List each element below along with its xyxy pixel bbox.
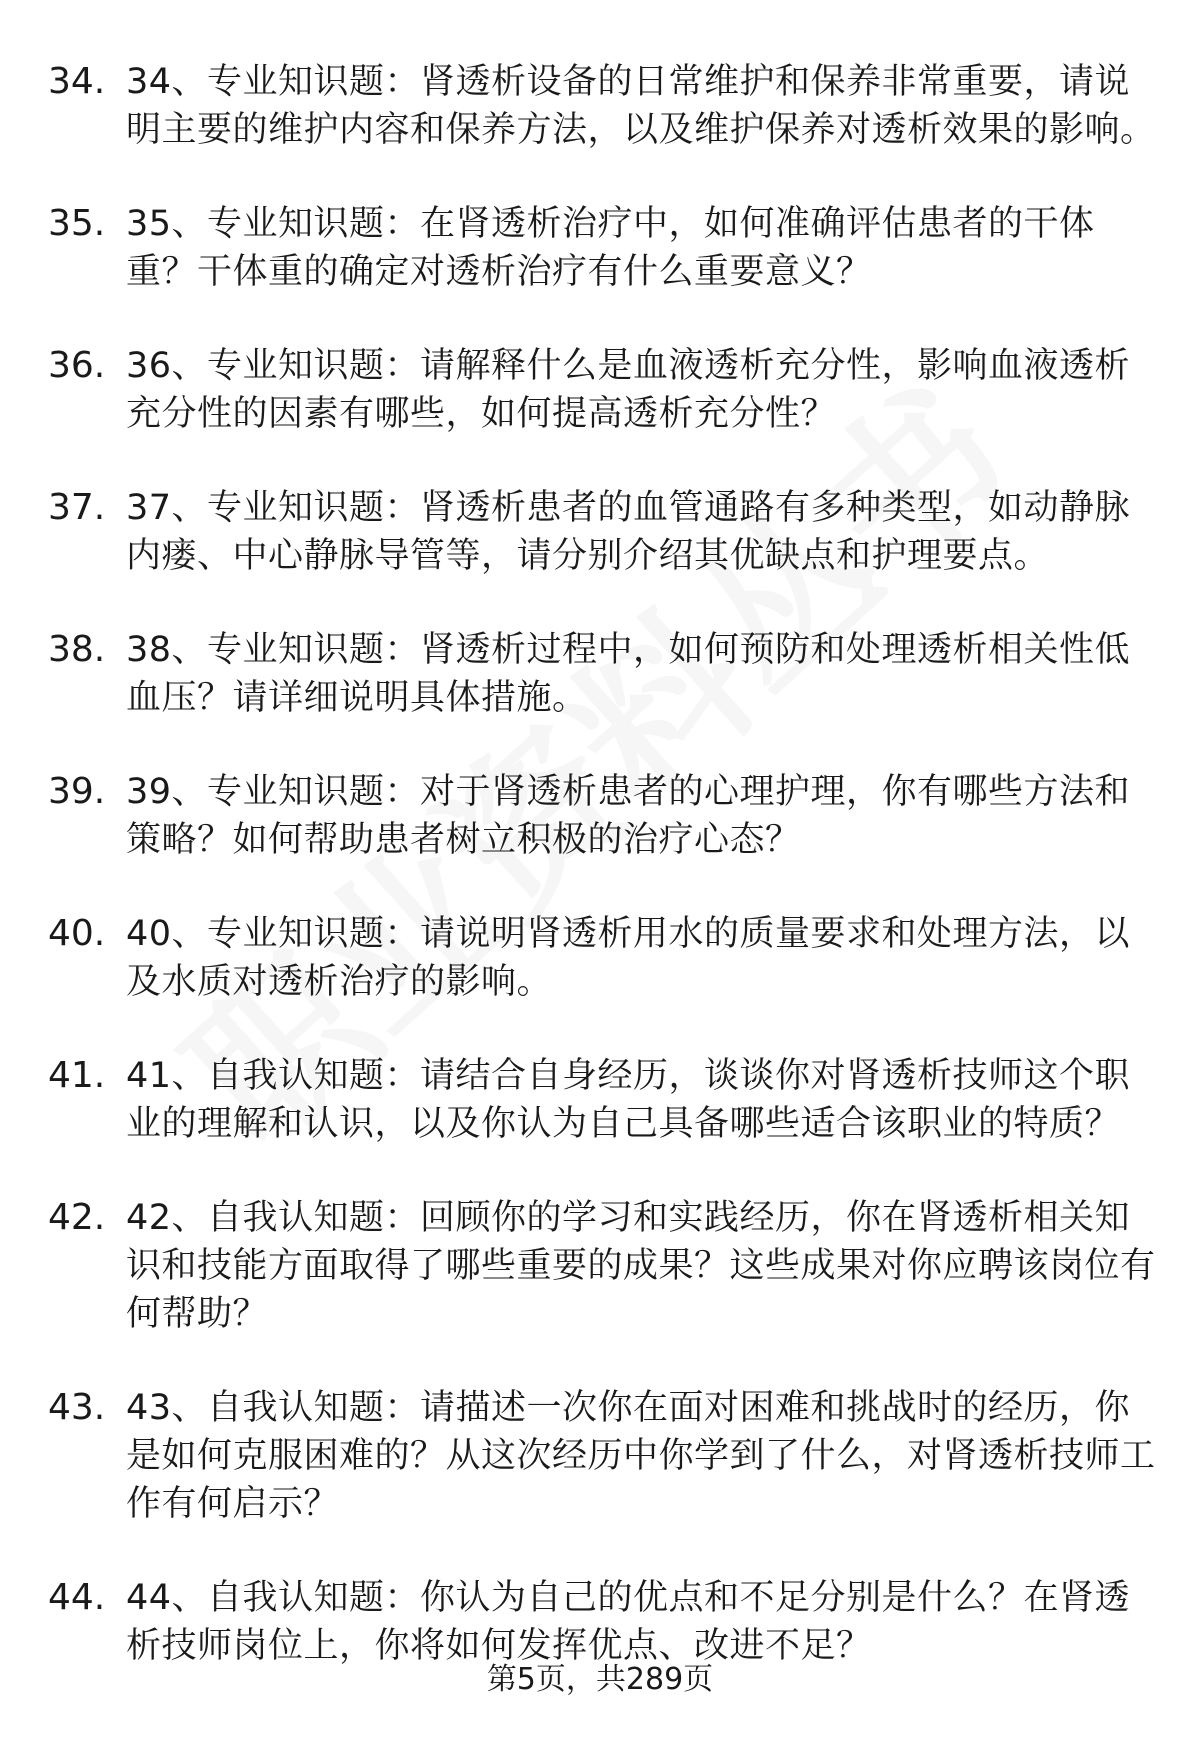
question-item-44: [48, 1574, 1158, 1670]
question-item-38: [48, 626, 1158, 722]
question-text: 44、自我认知题：你认为自己的优点和不足分别是什么？在肾透析技师岗位上，你将如何发挥优点、改进不足？: [126, 1578, 1131, 1666]
question-item-35: [48, 200, 1158, 296]
question-list: [48, 58, 1158, 1716]
question-item-34: [48, 58, 1158, 154]
question-item-39: [48, 768, 1158, 864]
question-number: 37.: [48, 487, 106, 528]
question-number: 39.: [48, 771, 106, 812]
question-number: 38.: [48, 629, 106, 670]
question-number: 40.: [48, 913, 106, 954]
question-number: 41.: [48, 1055, 106, 1096]
question-text: 34、专业知识题：肾透析设备的日常维护和保养非常重要，请说明主要的维护内容和保养方法，以及维护保养对透析效果的影响。: [126, 62, 1156, 150]
question-item-41: [48, 1052, 1158, 1148]
page-number-footer: 第5页，共289页: [486, 1662, 714, 1697]
question-number: 34.: [48, 61, 106, 102]
question-text: 41、自我认知题：请结合自身经历，谈谈你对肾透析技师这个职业的理解和认识，以及你认为自己具备哪些适合该职业的特质？: [126, 1056, 1131, 1144]
question-item-43: [48, 1384, 1158, 1528]
question-text: 38、专业知识题：肾透析过程中，如何预防和处理透析相关性低血压？请详细说明具体措施。: [126, 630, 1131, 718]
question-number: 35.: [48, 203, 106, 244]
question-number: 44.: [48, 1577, 106, 1618]
question-item-40: [48, 910, 1158, 1006]
question-text: 37、专业知识题：肾透析患者的血管通路有多种类型，如动静脉内瘘、中心静脉导管等，请分别介绍其优缺点和护理要点。: [126, 488, 1131, 576]
question-text: 36、专业知识题：请解释什么是血液透析充分性，影响血液透析充分性的因素有哪些，如何提高透析充分性？: [126, 346, 1131, 434]
question-text: 39、专业知识题：对于肾透析患者的心理护理，你有哪些方法和策略？如何帮助患者树立积极的治疗心态？: [126, 772, 1131, 860]
question-text: 42、自我认知题：回顾你的学习和实践经历，你在肾透析相关知识和技能方面取得了哪些重要的成果？这些成果对你应聘该岗位有何帮助？: [126, 1198, 1156, 1334]
question-text: 35、专业知识题：在肾透析治疗中，如何准确评估患者的干体重？干体重的确定对透析治疗有什么重要意义？: [126, 204, 1095, 292]
question-item-42: [48, 1194, 1158, 1338]
question-number: 42.: [48, 1197, 106, 1238]
question-text: 40、专业知识题：请说明肾透析用水的质量要求和处理方法，以及水质对透析治疗的影响。: [126, 914, 1131, 1002]
question-number: 43.: [48, 1387, 106, 1428]
question-item-36: [48, 342, 1158, 438]
question-text: 43、自我认知题：请描述一次你在面对困难和挑战时的经历，你是如何克服困难的？从这次经历中你学到了什么，对肾透析技师工作有何启示？: [126, 1388, 1156, 1524]
question-number: 36.: [48, 345, 106, 386]
question-item-37: [48, 484, 1158, 580]
